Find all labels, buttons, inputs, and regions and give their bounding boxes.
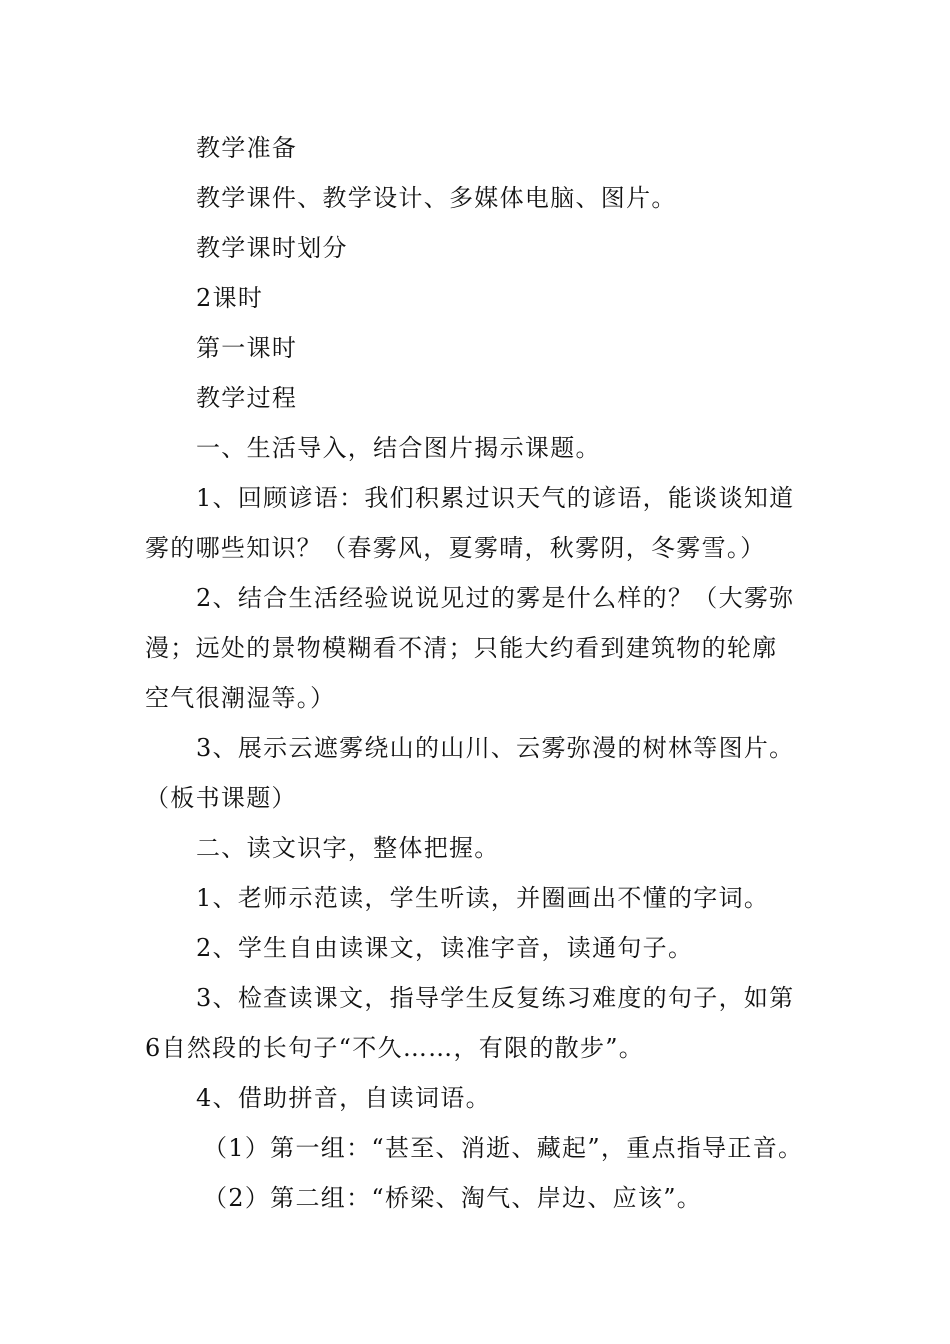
heading-first-lesson: 第一课时	[196, 334, 298, 362]
paragraph-line: 2、学生自由读课文，读准字音，读通句子。	[196, 934, 694, 962]
paragraph-line: 3、展示云遮雾绕山的山川、云雾弥漫的树林等图片。	[196, 734, 795, 762]
paragraph-line: （2）第二组：“桥梁、淘气、岸边、应该”。	[203, 1184, 703, 1212]
heading-teaching-process: 教学过程	[196, 384, 298, 412]
paragraph-line: 漫；远处的景物模糊看不清；只能大约看到建筑物的轮廓	[145, 634, 778, 662]
paragraph-line: 2、结合生活经验说说见过的雾是什么样的？（大雾弥	[196, 584, 795, 612]
paragraph-line: （板书课题）	[145, 784, 297, 812]
heading-teaching-preparation: 教学准备	[196, 134, 298, 162]
heading-lesson-division: 教学课时划分	[196, 234, 348, 262]
paragraph-line: 6自然段的长句子“不久……，有限的散步”。	[145, 1034, 645, 1062]
paragraph-line: （1）第一组：“甚至、消逝、藏起”，重点指导正音。	[203, 1134, 804, 1162]
paragraph-line: 1、老师示范读，学生听读，并圈画出不懂的字词。	[196, 884, 770, 912]
paragraph-line: 教学课件、教学设计、多媒体电脑、图片。	[196, 184, 677, 212]
paragraph-line: 3、检查读课文，指导学生反复练习难度的句子，如第	[196, 984, 795, 1012]
section-heading-one: 一、生活导入，结合图片揭示课题。	[196, 434, 601, 462]
paragraph-line: 雾的哪些知识？（春雾风，夏雾晴，秋雾阴，冬雾雪。）	[145, 534, 766, 562]
section-heading-two: 二、读文识字，整体把握。	[196, 834, 500, 862]
paragraph-line: 空气很潮湿等。）	[145, 684, 336, 712]
paragraph-line: 1、回顾谚语：我们积累过识天气的谚语，能谈谈知道	[196, 484, 795, 512]
paragraph-line: 4、借助拼音，自读词语。	[196, 1084, 491, 1112]
paragraph-line: 2课时	[196, 284, 264, 312]
